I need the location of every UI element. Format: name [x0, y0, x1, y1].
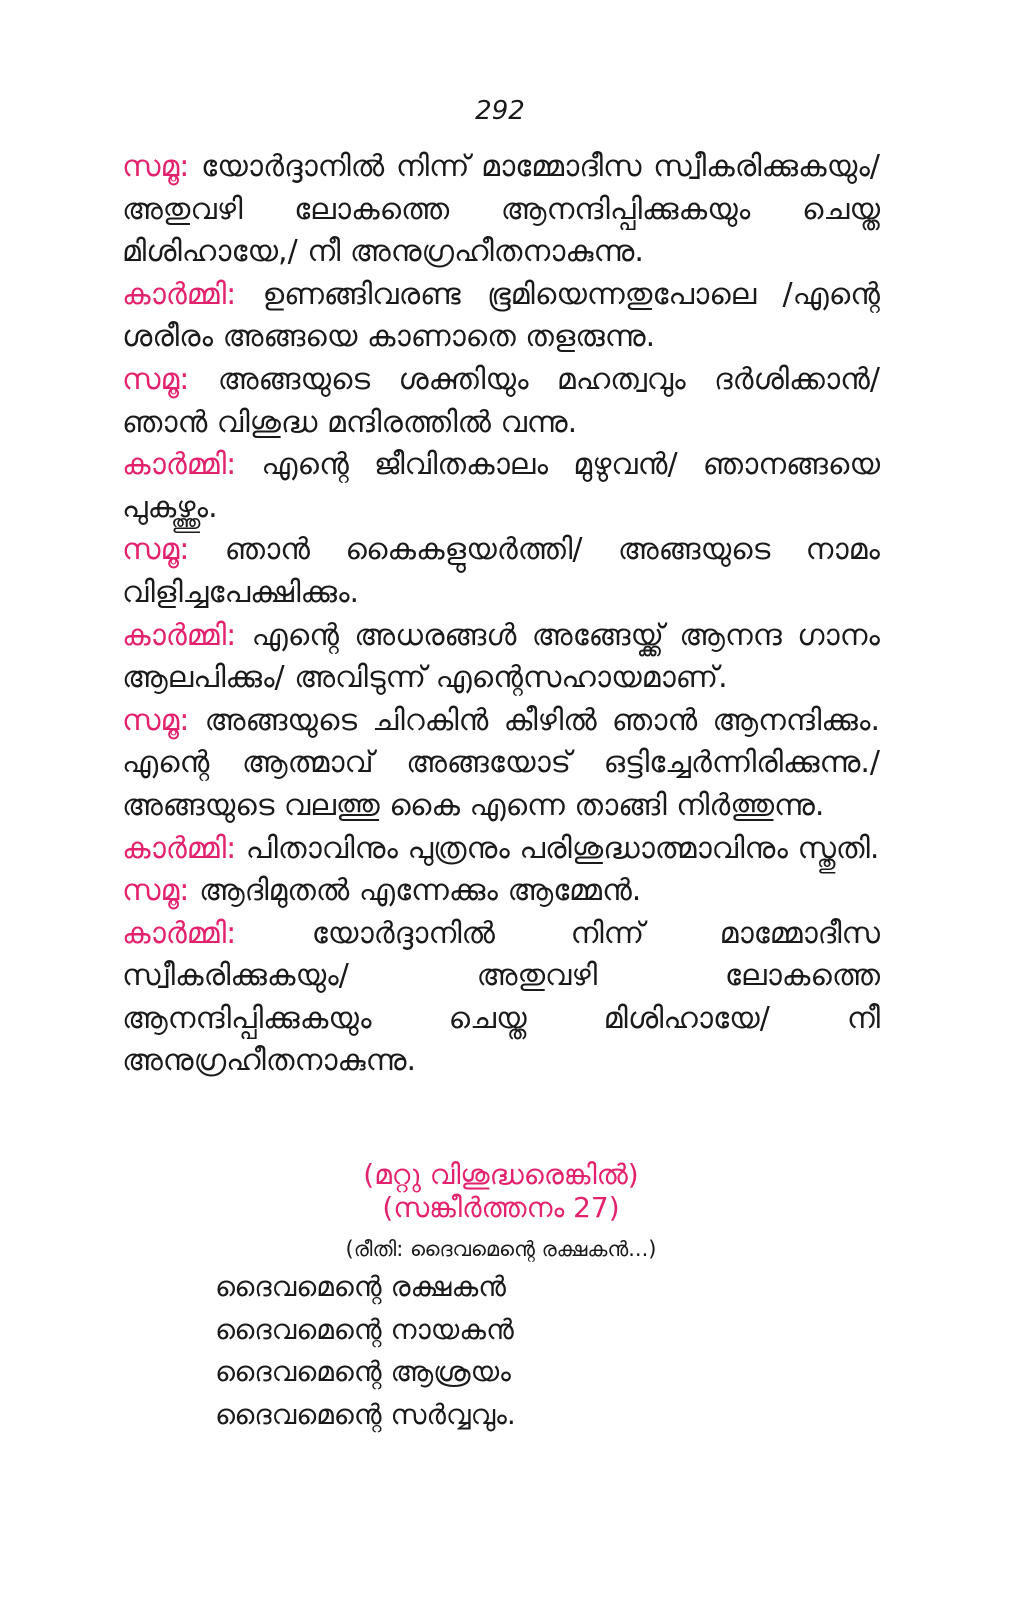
dialogue-text: യോർദ്ദാനിൽ നിന്ന് മാമ്മോദീസ സ്വീകരിക്കുകയും/ അതുവഴി ലോകത്തെ ആനന്ദിപ്പിക്കുകയും ചെയ്ത മിശിഹായേ,/ നീ അനുഗ്രഹീതനാകുന്നു.	[122, 149, 880, 270]
speaker-label: സമൂ:	[122, 361, 190, 397]
dialogue-line	[122, 615, 880, 700]
speaker-label: കാർമ്മി:	[122, 617, 237, 653]
dialogue-text: ഞാൻ കൈകളുയർത്തി/ അങ്ങയുടെ നാമം വിളിച്ചപേക്ഷിക്കും.	[122, 532, 880, 610]
dialogue-text: എന്റെ ജീവിതകാലം മുഴുവൻ/ ഞാനങ്ങയെ പുകഴ്ത്തും.	[122, 447, 880, 525]
dialogue-text: ഉണങ്ങിവരണ്ട ഭൂമിയെന്നതുപോലെ /എന്റെ ശരീരം അങ്ങയെ കാണാതെ തളരുന്നു.	[122, 276, 880, 355]
hymn-block	[215, 1266, 516, 1436]
dialogue-text: അങ്ങയുടെ ശക്തിയും മഹത്വവും ദർശിക്കാൻ/ ഞാൻ വിശുദ്ധ മന്ദിരത്തിൽ വന്നു.	[122, 361, 880, 440]
hymn-line: ദൈവമെന്റെ ആശ്രയം	[215, 1355, 511, 1388]
speaker-label: കാർമ്മി:	[122, 276, 237, 312]
dialogue-text: അങ്ങയുടെ ചിറകിൻ കീഴിൽ ഞാൻ ആനന്ദിക്കും. എന്റെ ആത്മാവ് അങ്ങയോട് ഒട്ടിച്ചേർന്നിരിക്കുന്നു./ അങ്ങയുടെ വലത്തു കൈ എന്നെ താങ്ങി നിർത്തുന്നു.	[122, 702, 880, 823]
dialogue-line	[122, 700, 880, 828]
dialogue-line	[122, 529, 880, 614]
dialogue-block	[122, 146, 880, 1083]
page-number: 292	[475, 96, 525, 126]
dialogue-line	[122, 870, 880, 913]
dialogue-line	[122, 146, 880, 274]
speaker-label: സമൂ:	[122, 532, 190, 568]
tune-note: (രീതി: ദൈവമെന്റെ രക്ഷകൻ...)	[345, 1237, 657, 1261]
speaker-label: സമൂ:	[122, 873, 190, 909]
hymn-line: ദൈവമെന്റെ രക്ഷകൻ	[215, 1270, 507, 1303]
speaker-label: സമൂ:	[122, 149, 190, 184]
hymn-line: ദൈവമെന്റെ നായകൻ	[215, 1312, 514, 1346]
speaker-label: കാർമ്മി:	[122, 915, 237, 951]
dialogue-line	[122, 444, 880, 529]
dialogue-text: പിതാവിനും പുത്രനും പരിശുദ്ധാത്മാവിനും സ്തുതി.	[236, 830, 880, 866]
dialogue-line	[122, 913, 880, 1083]
section-heading-line: (മറ്റു വിശുദ്ധരെങ്കിൽ)	[363, 1158, 639, 1191]
dialogue-text: എന്റെ അധരങ്ങൾ അങ്ങേയ്ക്ക് ആനന്ദ ഗാനം ആലപിക്കും/ അവിടുന്ന് എന്റെസഹായമാണ്.	[122, 617, 880, 696]
speaker-label: കാർമ്മി:	[122, 830, 237, 866]
speaker-label: സമൂ:	[122, 702, 190, 738]
speaker-label: കാർമ്മി:	[122, 447, 237, 483]
dialogue-text: യോർദ്ദാനിൽ നിന്ന് മാമ്മോദീസ സ്വീകരിക്കുകയും/ അതുവഴി ലോകത്തെ ആനന്ദിപ്പിക്കുകയും ചെയ്ത മിശിഹായേ/ നീ അനുഗ്രഹീതനാകുന്നു.	[122, 915, 880, 1079]
dialogue-line	[122, 359, 880, 444]
dialogue-line	[122, 274, 880, 359]
section-heading-line: (സങ്കീർത്തനം 27)	[382, 1191, 620, 1224]
section-heading	[122, 1158, 880, 1224]
dialogue-text: ആദിമുതൽ എന്നേക്കും ആമ്മേൻ.	[189, 873, 642, 909]
hymn-line: ദൈവമെന്റെ സർവ്വവും.	[215, 1397, 516, 1431]
dialogue-line	[122, 828, 880, 871]
